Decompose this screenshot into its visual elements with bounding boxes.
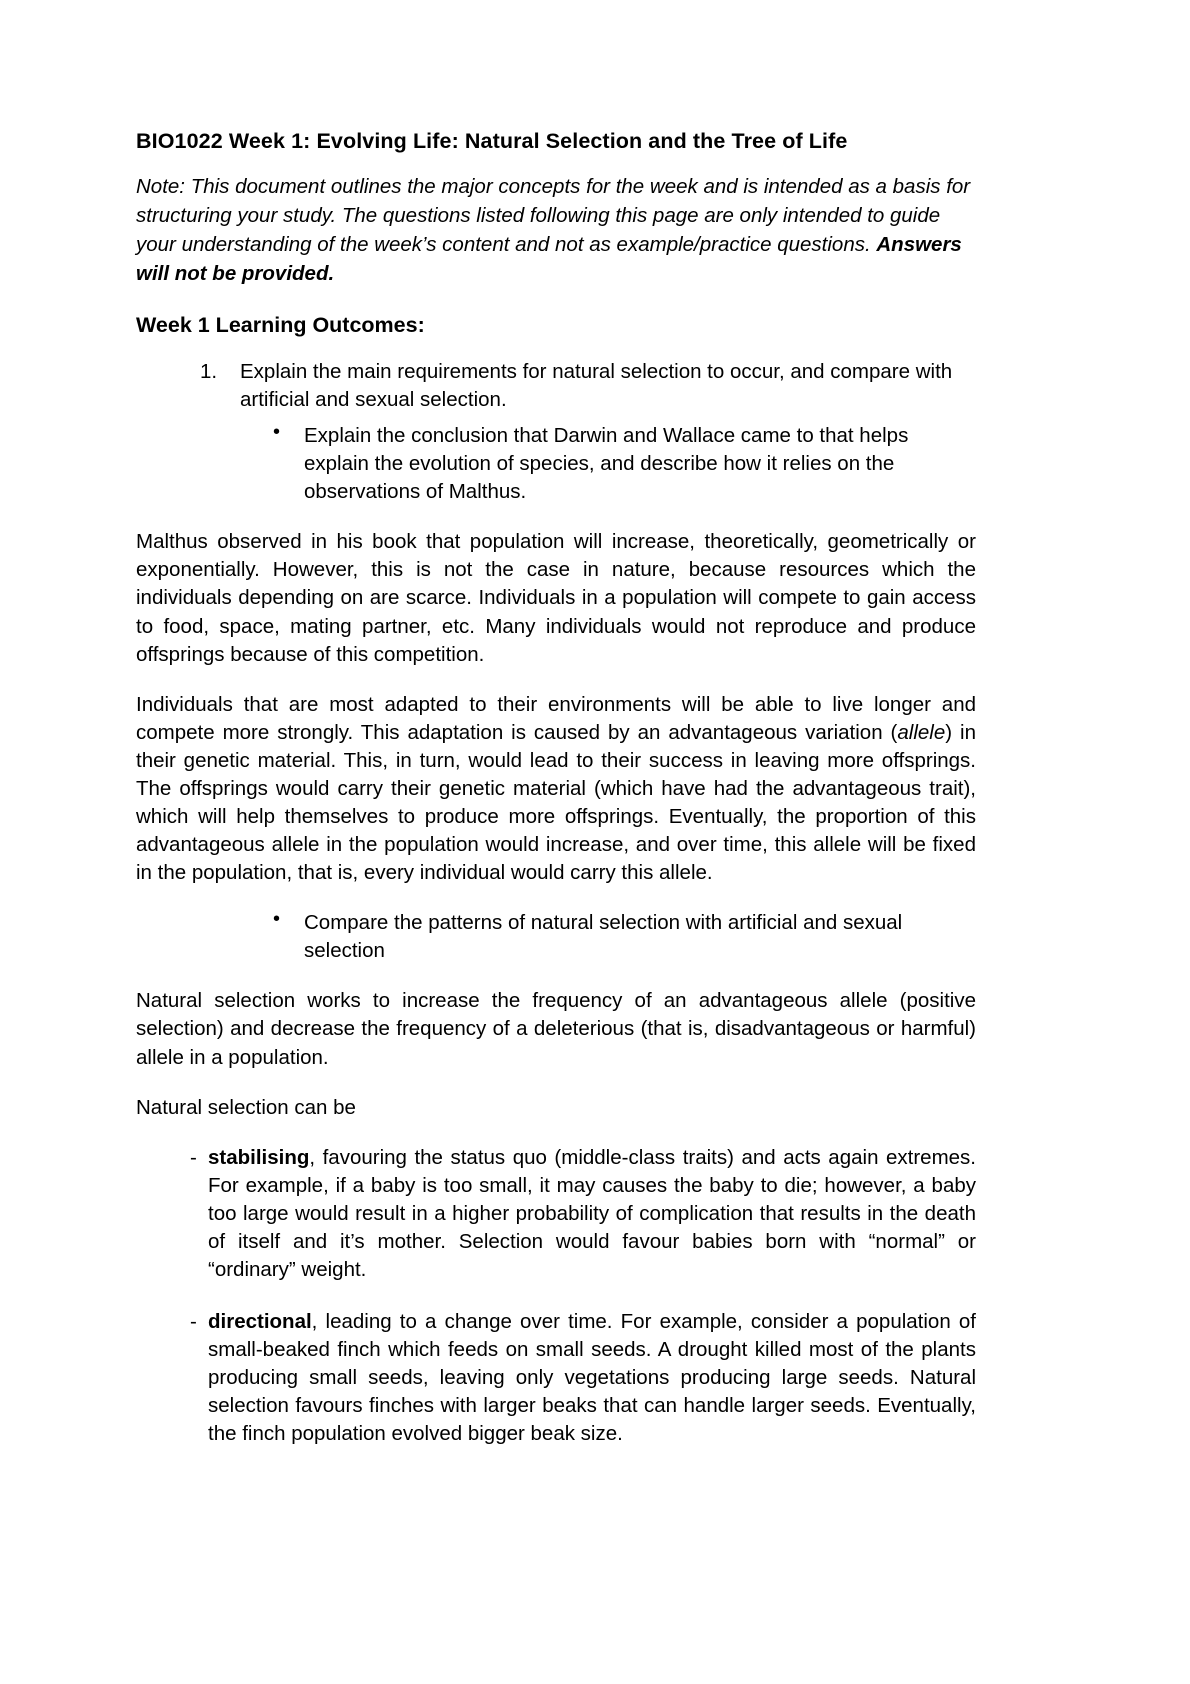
outcome-bullet-list-2: [136, 909, 976, 965]
list-item-text: , leading to a change over time. For example, consider a population of small-beaked finch which feeds on small seeds. A drought killed most of the plants producing small seeds, leaving only vegetations producing large seeds. Natural selection favours finches with larger beaks that can handle larger seeds. Eventually, the finch population evolved bigger beak size.: [208, 1310, 976, 1446]
note-bold-tail: Answers will not be provided.: [136, 232, 962, 285]
outcome-bullet-list-1: [136, 422, 976, 506]
list-item-text: Compare the patterns of natural selection with artificial and sexual selection: [304, 911, 903, 963]
paragraph-adapted-part1: Individuals that are most adapted to their environments will be able to live longer and compete more strongly. This adaptation is caused by an advantageous variation (: [136, 692, 976, 744]
learning-outcomes-list: [136, 358, 976, 414]
list-marker: 1.: [200, 359, 218, 383]
document-content: [136, 128, 976, 1472]
list-item-text: , favouring the status quo (middle-class traits) and acts again extremes. For example, if a baby is too small, it may causes the baby to die; however, a baby too large would result in a higher probability of complication that results in the death of itself and it’s mother. Selection would favour babies born with “normal” or “ordinary” weight.: [208, 1145, 976, 1281]
list-item: [136, 358, 976, 414]
bullet-marker-icon: •: [273, 908, 281, 931]
allele-italic: allele: [897, 720, 946, 744]
page-title: BIO1022 Week 1: Evolving Life: Natural Selection and the Tree of Life: [136, 129, 848, 153]
list-item: [136, 1308, 976, 1448]
dash-marker-icon: -: [190, 1145, 197, 1169]
paragraph-can-be: Natural selection can be: [136, 1095, 356, 1119]
bullet-marker-icon: •: [273, 421, 281, 444]
list-item: [136, 909, 976, 965]
list-item-text: Explain the main requirements for natural selection to occur, and compare with artificial and sexual selection.: [240, 359, 953, 411]
note-text: Note: This document outlines the major concepts for the week and is intended as a basis for structuring your study. The questions listed following this page are only intended to guide your understanding of the week’s content and not as example/practice questions.: [136, 174, 971, 256]
paragraph-adapted: [136, 691, 976, 888]
paragraph-adapted-part2: ) in their genetic material. This, in turn, would lead to their success in leaving more offsprings. The offsprings would carry their genetic material (which have had the advantageous trait), which will help themselves to produce more offsprings. Eventually, the proportion of this advantageous allele in the population would increase, and over time, this allele will be fixed in the population, that is, every individual would carry this allele.: [136, 720, 977, 885]
dash-marker-icon: -: [190, 1310, 197, 1334]
list-item: [136, 422, 976, 506]
list-item: [136, 1144, 976, 1284]
paragraph-malthus: Malthus observed in his book that population will increase, theoretically, geometrically or exponentially. However, this is not the case in nature, because resources which the individuals depending on are scarce. Individuals in a population will compete to gain access to food, space, mating partner, etc. Many individuals would not reproduce and produce offsprings because of this competition.: [136, 530, 976, 666]
learning-outcomes-heading: Week 1 Learning Outcomes:: [136, 312, 425, 337]
list-item-text: Explain the conclusion that Darwin and Wallace came to that helps explain the evolution of species, and describe how it relies on the observations of Malthus.: [304, 424, 909, 504]
selection-type-term: stabilising: [208, 1145, 310, 1169]
selection-types-list: [136, 1144, 976, 1449]
selection-type-term: directional: [208, 1310, 312, 1334]
document-note: [136, 172, 976, 288]
paragraph-frequency: Natural selection works to increase the frequency of an advantageous allele (positive selection) and decrease the frequency of a deleterious (that is, disadvantageous or harmful) allele in a population.: [136, 989, 976, 1069]
